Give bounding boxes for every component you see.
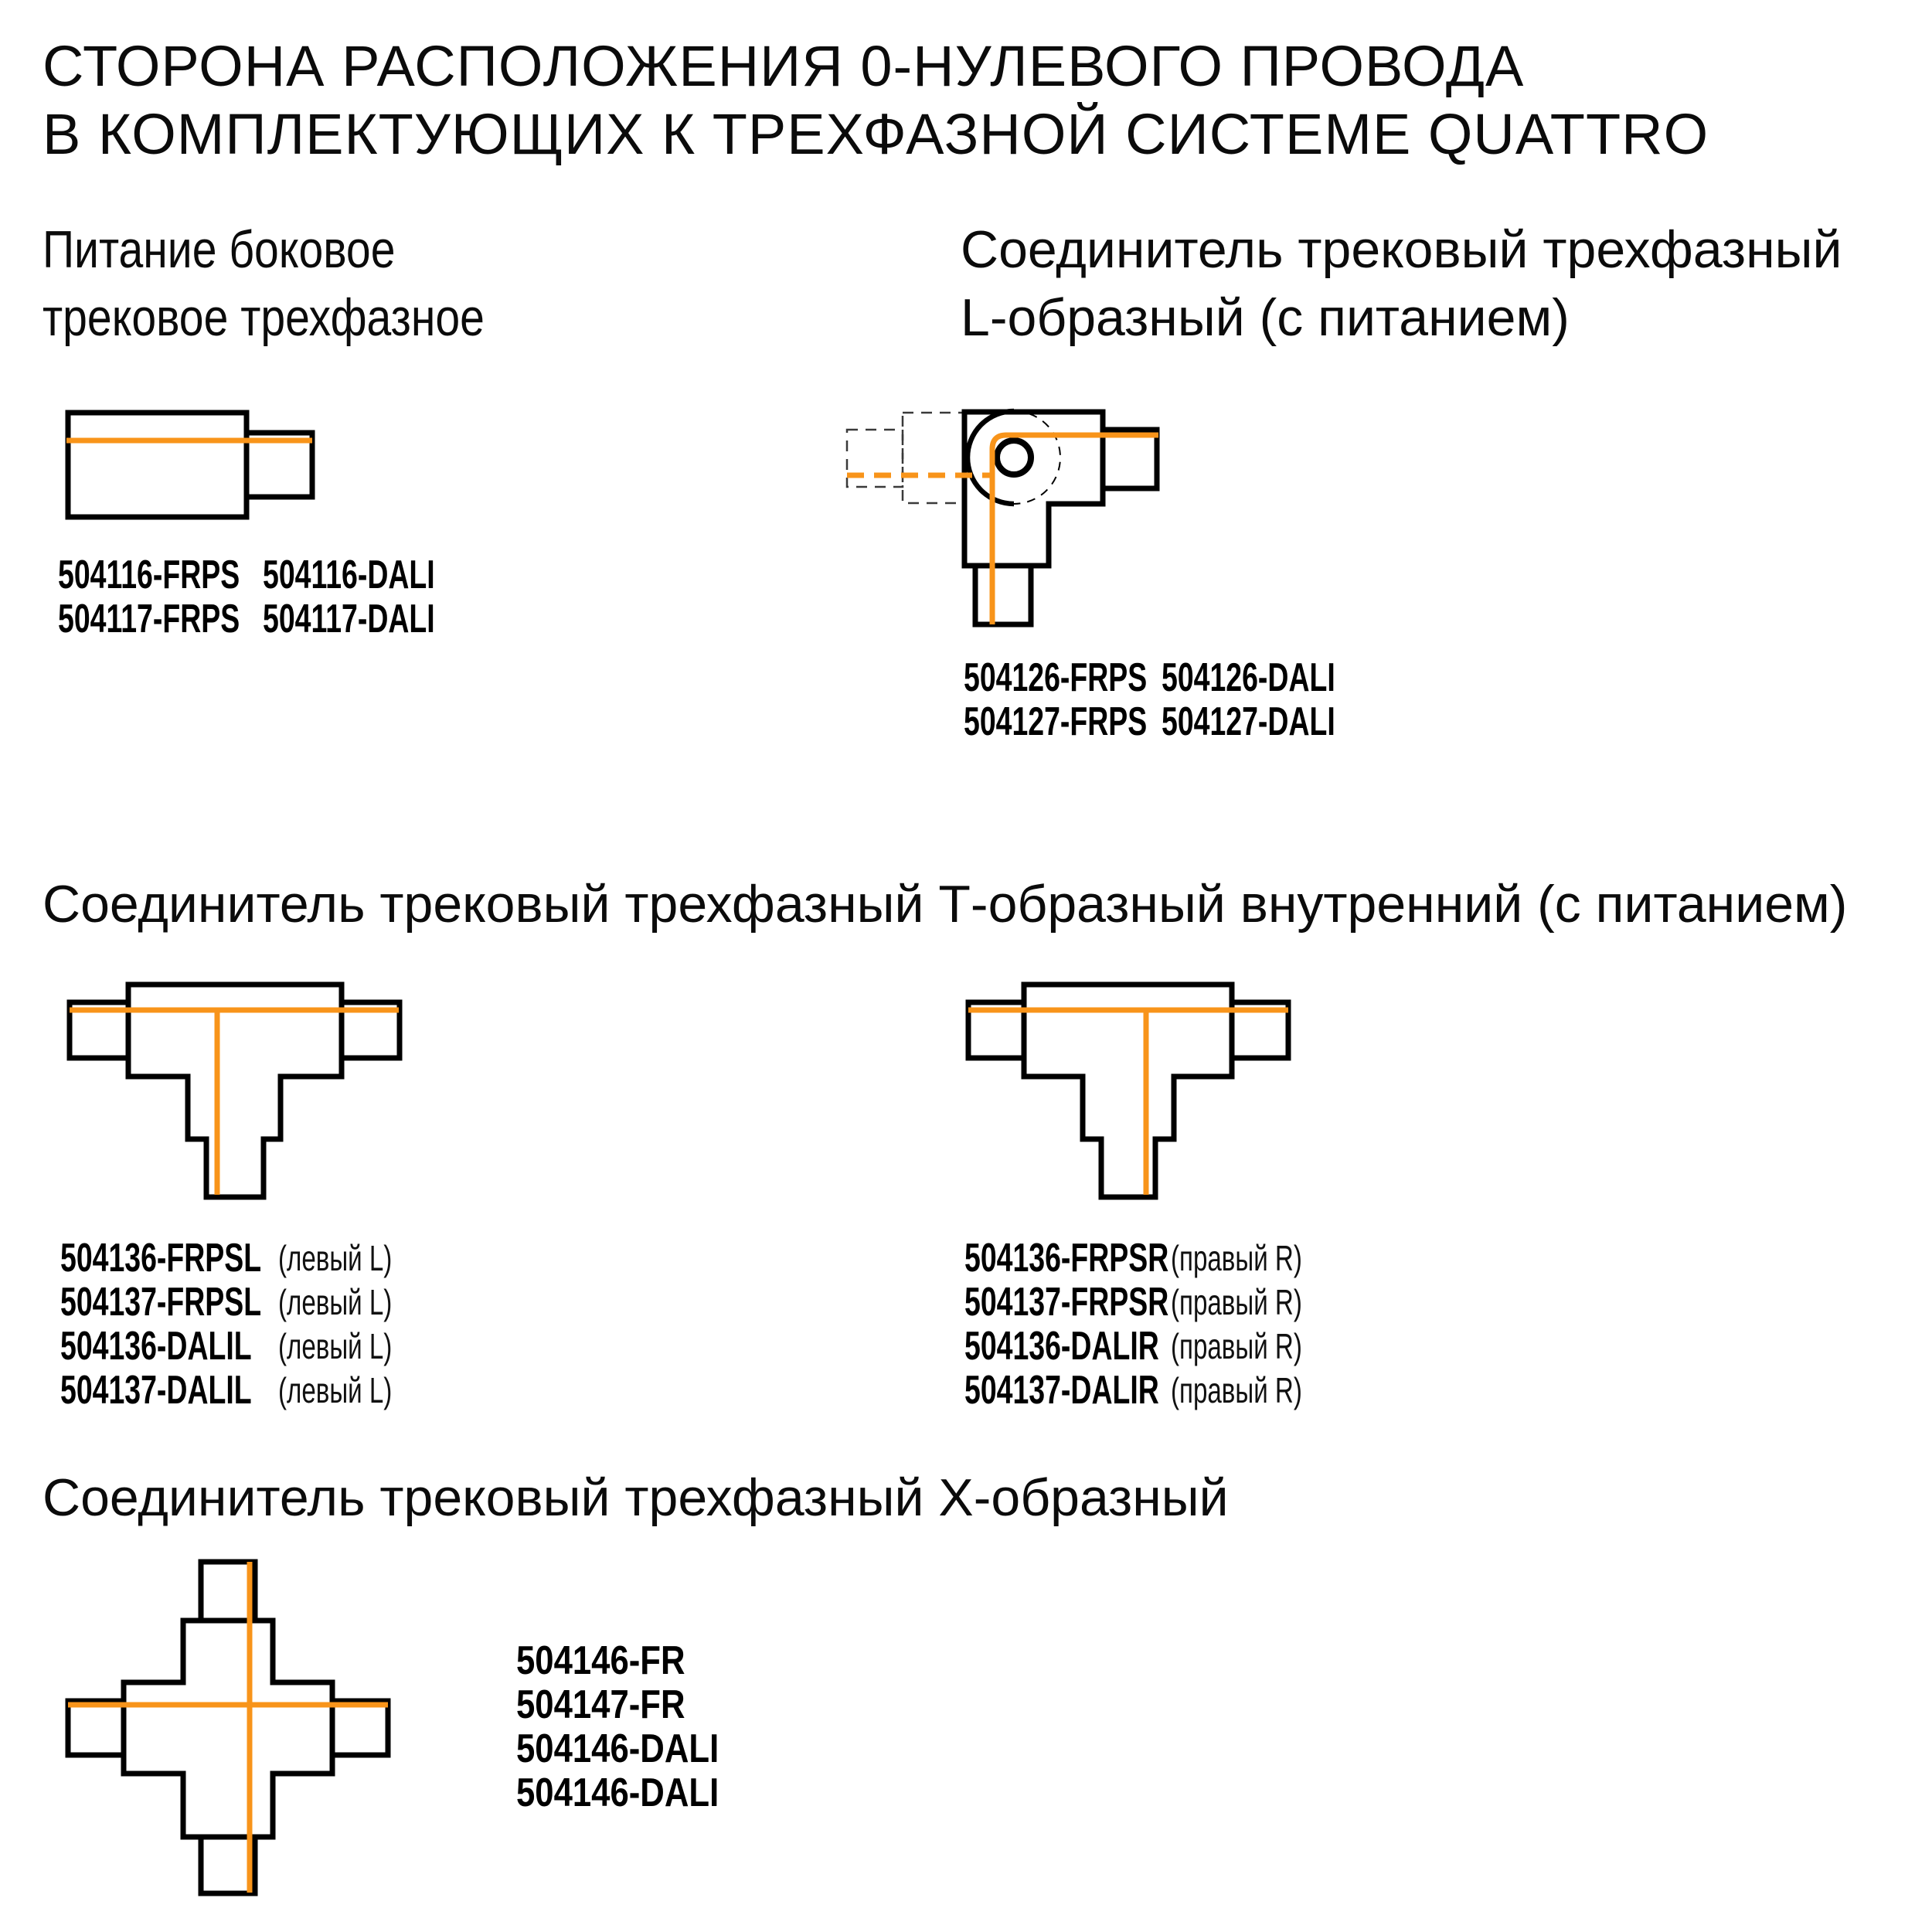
part-code: 504136-DALIR: [964, 1324, 1159, 1369]
x-connector-diagram: [63, 1555, 394, 1901]
l-connector-codes-col2: [1162, 656, 1335, 744]
part-code: 504126-DALI: [1162, 655, 1335, 700]
part-code: 504116-DALI: [263, 553, 435, 597]
side-feed-codes-col1: [58, 553, 240, 641]
part-note: (левый L): [278, 1282, 393, 1322]
t-body: [1024, 985, 1232, 1197]
part-code: 504136-FRPSL: [60, 1236, 262, 1281]
x-left-tab: [68, 1701, 124, 1755]
part-code: 504127-FRPS: [964, 699, 1148, 744]
side-feed-diagram: [62, 405, 325, 525]
t-right-codes: [964, 1236, 1168, 1413]
part-note: (левый L): [278, 1238, 393, 1278]
pivot-hole: [997, 440, 1031, 474]
page-title-line2: В КОМПЛЕКТУЮЩИХ К ТРЕХФАЗНОЙ СИСТЕМЕ QUATTRO: [43, 102, 1709, 166]
part-code: 504136-DALIL: [60, 1324, 252, 1369]
t-left-notes: [278, 1236, 392, 1413]
part-code: 504127-DALI: [1162, 699, 1335, 744]
part-note: (правый R): [1171, 1238, 1302, 1278]
part-note: (правый R): [1171, 1326, 1302, 1366]
x-connector-heading: Соединитель трековый трехфазный Х-образный: [43, 1468, 1229, 1527]
part-note: (правый R): [1171, 1370, 1302, 1410]
part-code: 504117-DALI: [263, 597, 435, 641]
part-note: (левый L): [278, 1370, 393, 1410]
l-connector-diagram: [838, 402, 1167, 634]
x-body: [124, 1621, 332, 1837]
part-code: 504116-FRPS: [58, 553, 240, 597]
page-title: [43, 32, 1709, 168]
part-code: 504147-FR: [516, 1682, 685, 1727]
part-note: (правый R): [1171, 1282, 1302, 1322]
part-code: 504146-DALI: [516, 1726, 719, 1771]
t-connector-heading: Соединитель трековый трехфазный Т-образный внутренний (с питанием): [43, 875, 1848, 934]
ghost-feed-tab: [847, 430, 903, 487]
x-right-tab: [332, 1701, 388, 1755]
part-code: 504137-FRPSR: [964, 1280, 1169, 1325]
l-right-tab: [1103, 430, 1157, 488]
t-left-codes: [60, 1236, 261, 1413]
feed-body: [68, 413, 247, 517]
part-code: 504136-FRPSR: [964, 1236, 1169, 1281]
t-body: [128, 985, 342, 1197]
side-feed-heading-line2: трековое трехфазное: [43, 288, 485, 347]
t-connector-left-diagram: [63, 978, 407, 1204]
l-connector-heading-line2: L-образный (с питанием): [961, 288, 1570, 347]
t-connector-right-diagram: [964, 978, 1294, 1204]
x-connector-codes: [516, 1639, 719, 1815]
l-connector-heading: [961, 216, 1842, 352]
t-right-notes: [1171, 1236, 1302, 1413]
page-title-line1: СТОРОНА РАСПОЛОЖЕНИЯ 0-НУЛЕВОГО ПРОВОДА: [43, 34, 1525, 98]
part-note: (левый L): [278, 1326, 393, 1366]
part-code: 504137-DALIR: [964, 1368, 1159, 1413]
side-feed-heading-line1: Питание боковое: [43, 220, 396, 279]
l-connector-heading-line1: Соединитель трековый трехфазный: [961, 220, 1842, 279]
part-code: 504146-FR: [516, 1638, 685, 1683]
part-code: 504137-FRPSL: [60, 1280, 262, 1325]
part-code: 504137-DALIL: [60, 1368, 252, 1413]
side-feed-codes-col2: [263, 553, 435, 641]
part-code: 504126-FRPS: [964, 655, 1148, 700]
part-code: 504146-DALI: [516, 1770, 719, 1815]
part-code: 504117-FRPS: [58, 597, 240, 641]
l-bottom-tab: [975, 566, 1031, 624]
l-connector-codes-col1: [964, 656, 1147, 744]
side-feed-heading: [43, 216, 485, 352]
